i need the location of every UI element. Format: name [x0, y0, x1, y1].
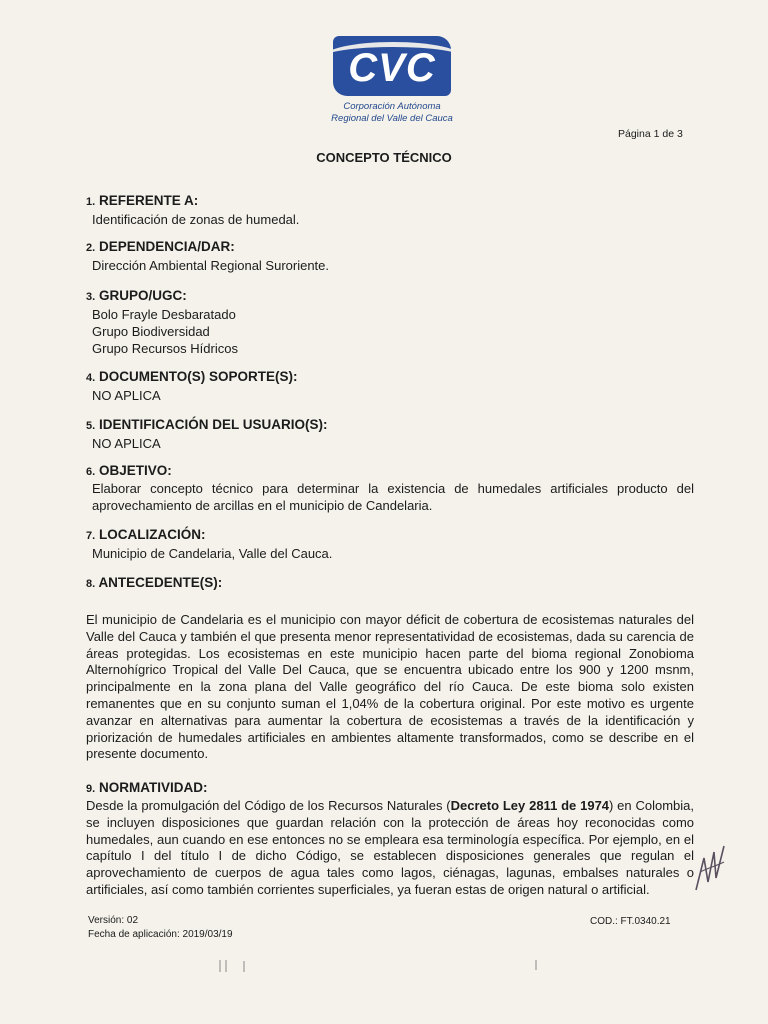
- section-heading: 5. IDENTIFICACIÓN DEL USUARIO(S):: [86, 417, 328, 432]
- section-heading: 6. OBJETIVO:: [86, 463, 172, 478]
- footer-version-block: [88, 914, 233, 942]
- footer-date: Fecha de aplicación: 2019/03/19: [88, 929, 233, 940]
- footer-version: Versión: 02: [88, 915, 139, 926]
- logo-line-2: Regional del Valle del Cauca: [331, 113, 453, 124]
- antecedentes-text: El municipio de Candelaria es el municipio con mayor déficit de cobertura de ecosistemas naturales del Valle del Cauca y también el que presenta menor representatividad de ecosistemas, dada su carencia de áreas protegidas. Los ecosistemas en este municipio hacen parte del bioma regional Zonobioma Alternohígrico Tropical del Valle Del Cauca, que se encuentra ubicado entre los 900 y 1200 msnm, principalmente en la zona plana del Valle geográfico del río Cauca. De este bioma solo existen remanentes que en su conjunto suman el 1,04% de la cobertura original. Por este motivo es urgente avanzar en alternativas para aumentar la cobertura de ecosistemas a través de la identificación y priorización de humedales artificiales en ambientes altamente transformados, como se describe en el presente documento.: [86, 612, 694, 762]
- section-heading: 8. ANTECEDENTE(S):: [86, 575, 223, 590]
- logo-subtitle: [330, 101, 454, 125]
- section-line: Grupo Biodiversidad: [92, 324, 210, 339]
- section-heading: 3. GRUPO/UGC:: [86, 288, 187, 303]
- section-line: NO APLICA: [92, 436, 161, 451]
- section-normatividad: [86, 779, 694, 899]
- section-heading: 7. LOCALIZACIÓN:: [86, 527, 206, 542]
- cvc-logo: [330, 36, 454, 126]
- scan-marks: [218, 958, 538, 974]
- section-line: NO APLICA: [92, 388, 161, 403]
- section-grupo: [86, 287, 694, 357]
- section-heading: 4. DOCUMENTO(S) SOPORTE(S):: [86, 369, 298, 384]
- section-dependencia: [86, 238, 694, 274]
- normatividad-text: Desde la promulgación del Código de los Recursos Naturales (Decreto Ley 2811 de 1974) en Colombia, se incluyen disposiciones que guardan relación con la protección de áreas hoy reconocidas como humedales, aun cuando en ese entonces no se empleara esa terminología específica. Por ejemplo, en el capítulo I del título I de dicho Código, se establecen disposiciones generales que regulan el aprovechamiento de cuerpos de agua tales como lagos, ciénagas, lagunas, embalses naturales o artificiales, así como también corrientes superficiales, ya fueran estas de origen natural o artificial.: [86, 798, 694, 897]
- section-heading: 2. DEPENDENCIA/DAR:: [86, 239, 235, 254]
- decreto-reference: Decreto Ley 2811 de 1974: [450, 798, 610, 813]
- section-line: Dirección Ambiental Regional Suroriente.: [92, 258, 330, 273]
- footer-code: COD.: FT.0340.21: [590, 916, 671, 927]
- section-usuario: [86, 416, 694, 452]
- page-title: CONCEPTO TÉCNICO: [316, 150, 452, 165]
- section-heading: 9. NORMATIVIDAD:: [86, 780, 208, 795]
- cvc-logo-mark: [333, 36, 451, 96]
- section-objetivo: [86, 462, 694, 515]
- section-line: Identificación de zonas de humedal.: [92, 212, 300, 227]
- page-number: Página 1 de 3: [618, 128, 683, 140]
- section-line: Municipio de Candelaria, Valle del Cauca.: [92, 546, 333, 561]
- handwritten-initials: [690, 838, 730, 898]
- logo-line-1: Corporación Autónoma: [343, 101, 441, 112]
- section-line: Grupo Recursos Hídricos: [92, 341, 238, 356]
- section-referente: [86, 192, 694, 228]
- section-line: Bolo Frayle Desbaratado: [92, 307, 236, 322]
- objetivo-text: Elaborar concepto técnico para determinar la existencia de humedales artificiales producto del aprovechamiento de arcillas en el municipio de Candelaria.: [92, 481, 694, 513]
- section-localizacion: [86, 526, 694, 562]
- section-antecedentes: [86, 574, 694, 763]
- logo-text: CVC: [348, 46, 436, 90]
- section-documentos: [86, 368, 694, 404]
- section-heading: 1. REFERENTE A:: [86, 193, 199, 208]
